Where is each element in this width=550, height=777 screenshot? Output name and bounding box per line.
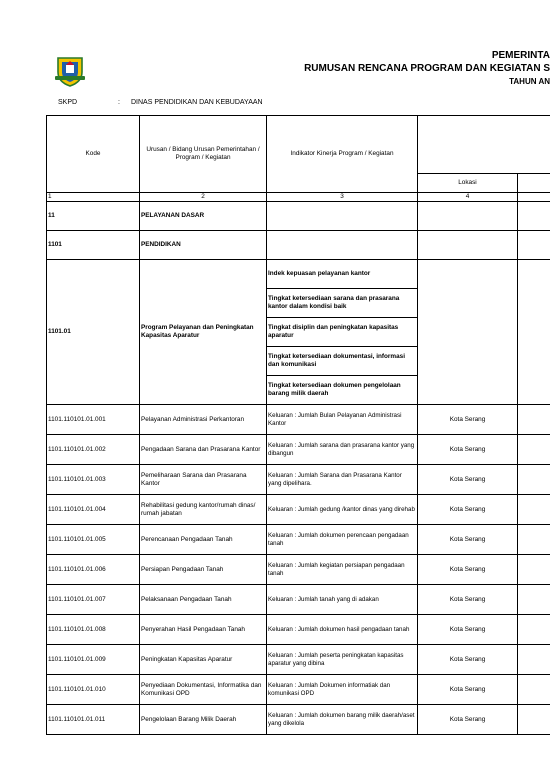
program-indikator: Tingkat ketersediaan dokumen pengelolaan barang milik daerah <box>267 376 418 405</box>
program-table <box>46 115 550 735</box>
kegiatan-urusan: Pemeliharaan Sarana dan Prasarana Kantor <box>140 465 267 495</box>
kegiatan-indikator: Keluaran : Jumlah dokumen hasil pengadaan tanah <box>267 615 418 645</box>
program-kode: 1101.01 <box>47 260 140 405</box>
kegiatan-indikator: Keluaran : Jumlah peserta peningkatan kapasitas aparatur yang dibina <box>267 645 418 675</box>
table-row <box>47 525 550 555</box>
kegiatan-kode: 1101.110101.01.011 <box>47 705 140 735</box>
kegiatan-kode: 1101.110101.01.010 <box>47 675 140 705</box>
government-emblem-logo <box>52 52 88 88</box>
table-row <box>47 465 550 495</box>
kegiatan-urusan: Penyediaan Dokumentasi, Informatika dan Komunikasi OPD <box>140 675 267 705</box>
header-kode: Kode <box>47 116 140 193</box>
kegiatan-indikator: Keluaran : Jumlah dokumen barang milik daerah/aset yang dikelola <box>267 705 418 735</box>
kegiatan-lokasi: Kota Serang <box>418 675 518 705</box>
col-number-1: 1 <box>47 193 140 202</box>
program-indikator: Tingkat ketersediaan sarana dan prasarana kantor dalam kondisi baik <box>267 289 418 318</box>
header-urusan: Urusan / Bidang Urusan Pemerintahan / Program / Kegiatan <box>140 116 267 193</box>
kegiatan-kode: 1101.110101.01.006 <box>47 555 140 585</box>
table-row <box>47 615 550 645</box>
col-number-4: 4 <box>418 193 518 202</box>
kegiatan-lokasi: Kota Serang <box>418 525 518 555</box>
kegiatan-kode: 1101.110101.01.007 <box>47 585 140 615</box>
header-lokasi: Lokasi <box>418 174 518 193</box>
program-indikator: Tingkat ketersediaan dokumentasi, informasi dan komunikasi <box>267 347 418 376</box>
report-year-line: TAHUN AN <box>509 77 550 86</box>
kegiatan-indikator: Keluaran : Jumlah Dokumen informatiak dan komunikasi OPD <box>267 675 418 705</box>
header-indikator: Indikator Kinerja Program / Kegiatan <box>267 116 418 193</box>
kegiatan-kode: 1101.110101.01.005 <box>47 525 140 555</box>
kegiatan-indikator: Keluaran : Jumlah dokumen perencaan pengadaan tanah <box>267 525 418 555</box>
program-indikator: Tingkat disiplin dan peningkatan kapasitas aparatur <box>267 318 418 347</box>
table-row <box>47 705 550 735</box>
table-row <box>47 555 550 585</box>
kegiatan-urusan: Peningkatan Kapasitas Aparatur <box>140 645 267 675</box>
row-urusan: PELAYANAN DASAR <box>140 202 267 231</box>
table-row <box>47 495 550 525</box>
kegiatan-urusan: Pelayanan Administrasi Perkantoran <box>140 405 267 435</box>
kegiatan-lokasi: Kota Serang <box>418 555 518 585</box>
program-urusan: Program Pelayanan dan Peningkatan Kapasitas Aparatur <box>140 260 267 405</box>
table-row <box>47 645 550 675</box>
row-kode: 1101 <box>47 231 140 260</box>
kegiatan-lokasi: Kota Serang <box>418 405 518 435</box>
skpd-value: DINAS PENDIDIKAN DAN KEBUDAYAAN <box>131 99 263 106</box>
kegiatan-lokasi: Kota Serang <box>418 495 518 525</box>
report-title-line1: PEMERINTA <box>491 50 550 61</box>
kegiatan-urusan: Pengadaan Sarana dan Prasarana Kantor <box>140 435 267 465</box>
kegiatan-urusan: Pelaksanaan Pengadaan Tanah <box>140 585 267 615</box>
report-title-line2: RUMUSAN RENCANA PROGRAM DAN KEGIATAN S <box>304 63 550 74</box>
kegiatan-kode: 1101.110101.01.002 <box>47 435 140 465</box>
table-row <box>47 231 550 260</box>
table-row <box>47 585 550 615</box>
kegiatan-lokasi: Kota Serang <box>418 615 518 645</box>
kegiatan-lokasi: Kota Serang <box>418 645 518 675</box>
kegiatan-urusan: Persiapan Pengadaan Tanah <box>140 555 267 585</box>
program-indikator: Indek kepuasan pelayanan kantor <box>267 260 418 289</box>
col-number-2: 2 <box>140 193 267 202</box>
kegiatan-urusan: Penyerahan Hasil Pengadaan Tanah <box>140 615 267 645</box>
kegiatan-indikator: Keluaran : Jumlah tanah yang di adakan <box>267 585 418 615</box>
table-row <box>47 675 550 705</box>
table-row <box>47 435 550 465</box>
col-number-3: 3 <box>267 193 418 202</box>
kegiatan-kode: 1101.110101.01.009 <box>47 645 140 675</box>
table-row <box>47 202 550 231</box>
kegiatan-kode: 1101.110101.01.003 <box>47 465 140 495</box>
skpd-separator: : <box>118 99 120 106</box>
kegiatan-lokasi: Kota Serang <box>418 435 518 465</box>
table-row <box>47 405 550 435</box>
kegiatan-lokasi: Kota Serang <box>418 585 518 615</box>
kegiatan-urusan: Pengelolaan Barang Milik Daerah <box>140 705 267 735</box>
kegiatan-urusan: Perencanaan Pengadaan Tanah <box>140 525 267 555</box>
row-kode: 11 <box>47 202 140 231</box>
kegiatan-lokasi: Kota Serang <box>418 705 518 735</box>
kegiatan-indikator: Keluaran : Jumlah gedung /kantor dinas yang direhab <box>267 495 418 525</box>
kegiatan-kode: 1101.110101.01.008 <box>47 615 140 645</box>
kegiatan-kode: 1101.110101.01.004 <box>47 495 140 525</box>
kegiatan-indikator: Keluaran : Jumlah Bulan Pelayanan Administrasi Kantor <box>267 405 418 435</box>
kegiatan-kode: 1101.110101.01.001 <box>47 405 140 435</box>
kegiatan-indikator: Keluaran : Jumlah Sarana dan Prasarana Kantor yang dipelihara. <box>267 465 418 495</box>
kegiatan-indikator: Keluaran : Jumlah sarana dan prasarana kantor yang dibangun <box>267 435 418 465</box>
skpd-label: SKPD <box>58 99 78 106</box>
kegiatan-urusan: Rehabilitasi gedung kantor/rumah dinas/ rumah jabatan <box>140 495 267 525</box>
row-urusan: PENDIDIKAN <box>140 231 267 260</box>
kegiatan-indikator: Keluaran : Jumlah kegiatan persiapan pengadaan tanah <box>267 555 418 585</box>
kegiatan-lokasi: Kota Serang <box>418 465 518 495</box>
